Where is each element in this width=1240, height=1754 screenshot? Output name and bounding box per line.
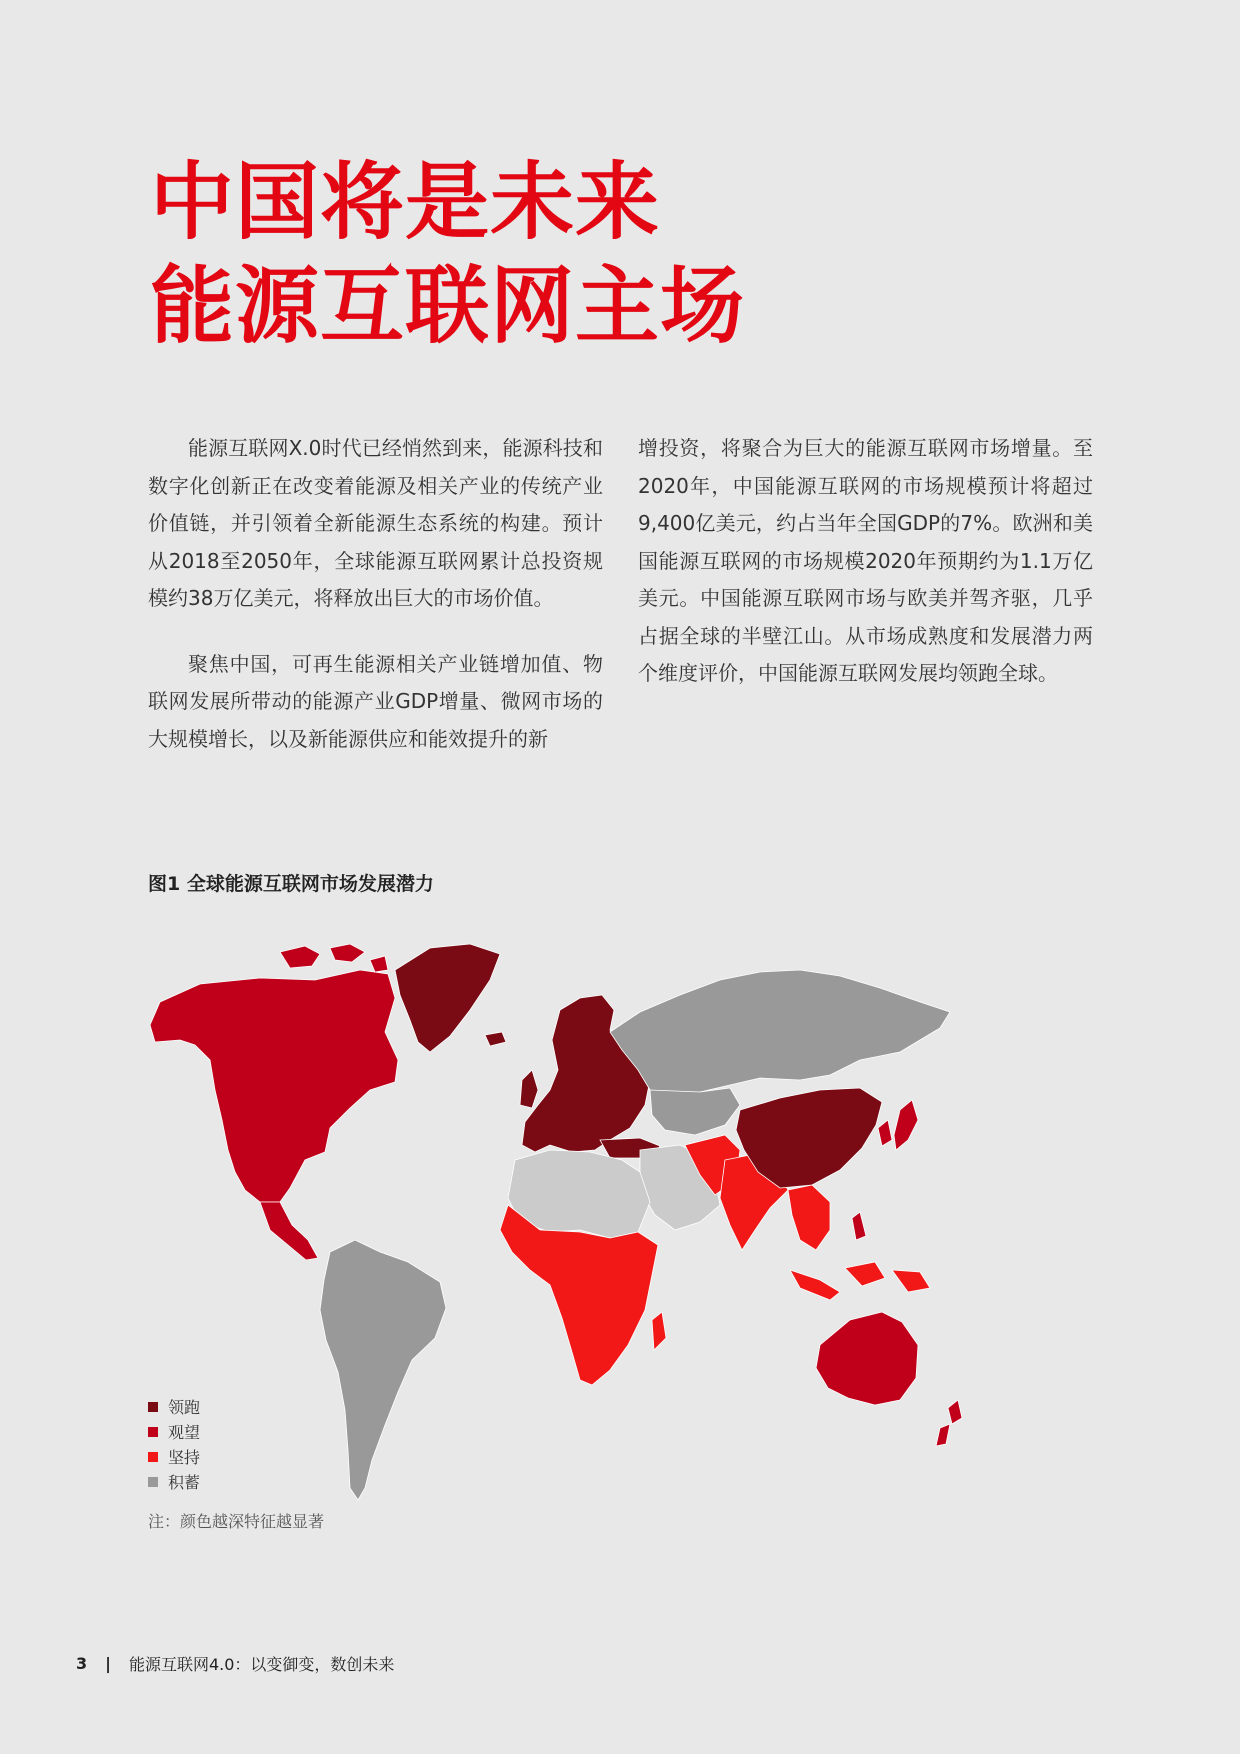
body-column-right [638, 430, 1093, 721]
map-region-arctic-islands [280, 944, 388, 972]
paragraph: 能源互联网X.0时代已经悄然到来，能源科技和数字化创新正在改变着能源及相关产业的传统产业价值链，并引领着全新能源生态系统的构建。预计从2018至2050年，全球能源互联网累计总投资规模约38万亿美元，将释放出巨大的市场价值。 [148, 436, 603, 610]
world-map [140, 940, 1100, 1540]
paragraph: 增投资，将聚合为巨大的能源互联网市场增量。至2020年，中国能源互联网的市场规模预计将超过9,400亿美元，约占当年全国GDP的7%。欧洲和美国能源互联网的市场规模2020年预期约为1.1万亿美元。中国能源互联网市场与欧美并驾齐驱，几乎占据全球的半壁江山。从市场成熟度和发展潜力两个维度评价，中国能源互联网发展均领跑全球。 [638, 436, 1093, 685]
legend-swatch [148, 1402, 158, 1412]
map-region-japan-korea [878, 1100, 918, 1150]
map-region-uk [485, 1032, 538, 1108]
map-region-central-america [260, 1202, 318, 1260]
paragraph: 聚焦中国，可再生能源相关产业链增加值、物联网发展所带动的能源产业GDP增量、微网市场的大规模增长，以及新能源供应和能效提升的新 [148, 651, 603, 751]
legend-swatch [148, 1452, 158, 1462]
legend-item [148, 1419, 200, 1444]
map-region-greenland [395, 944, 500, 1052]
legend-item [148, 1394, 200, 1419]
page-title [150, 150, 745, 358]
legend-item [148, 1444, 200, 1469]
map-region-central-asia [650, 1088, 740, 1135]
footer-doc-title: 能源互联网4.0：以变御变，数创未来 [128, 1655, 395, 1674]
map-region-russia [610, 970, 950, 1098]
map-region-southeast-asia [788, 1185, 830, 1250]
legend-label: 观望 [168, 1423, 201, 1442]
map-region-north-america [150, 970, 398, 1202]
legend-swatch [148, 1427, 158, 1437]
footer-separator: | [105, 1654, 111, 1673]
body-column-left [148, 430, 603, 786]
map-legend [148, 1394, 200, 1494]
map-region-philippines [852, 1212, 866, 1240]
legend-label: 坚持 [168, 1448, 201, 1467]
legend-item [148, 1469, 200, 1494]
map-region-south-america [320, 1240, 446, 1500]
legend-label: 领跑 [168, 1398, 201, 1417]
title-line-1: 中国将是未来 [150, 153, 661, 251]
title-line-2: 能源互联网主场 [150, 257, 746, 355]
legend-label: 积蓄 [168, 1473, 201, 1492]
map-region-new-zealand [936, 1400, 962, 1446]
map-region-australia [816, 1312, 918, 1405]
legend-swatch [148, 1477, 158, 1487]
page-footer [76, 1652, 394, 1675]
page-number: 3 [76, 1654, 88, 1673]
figure-note: 注：颜色越深特征越显著 [148, 1512, 325, 1531]
figure-caption: 图1 全球能源互联网市场发展潜力 [148, 873, 434, 895]
map-region-madagascar [652, 1312, 666, 1350]
map-region-indonesia [790, 1262, 930, 1300]
